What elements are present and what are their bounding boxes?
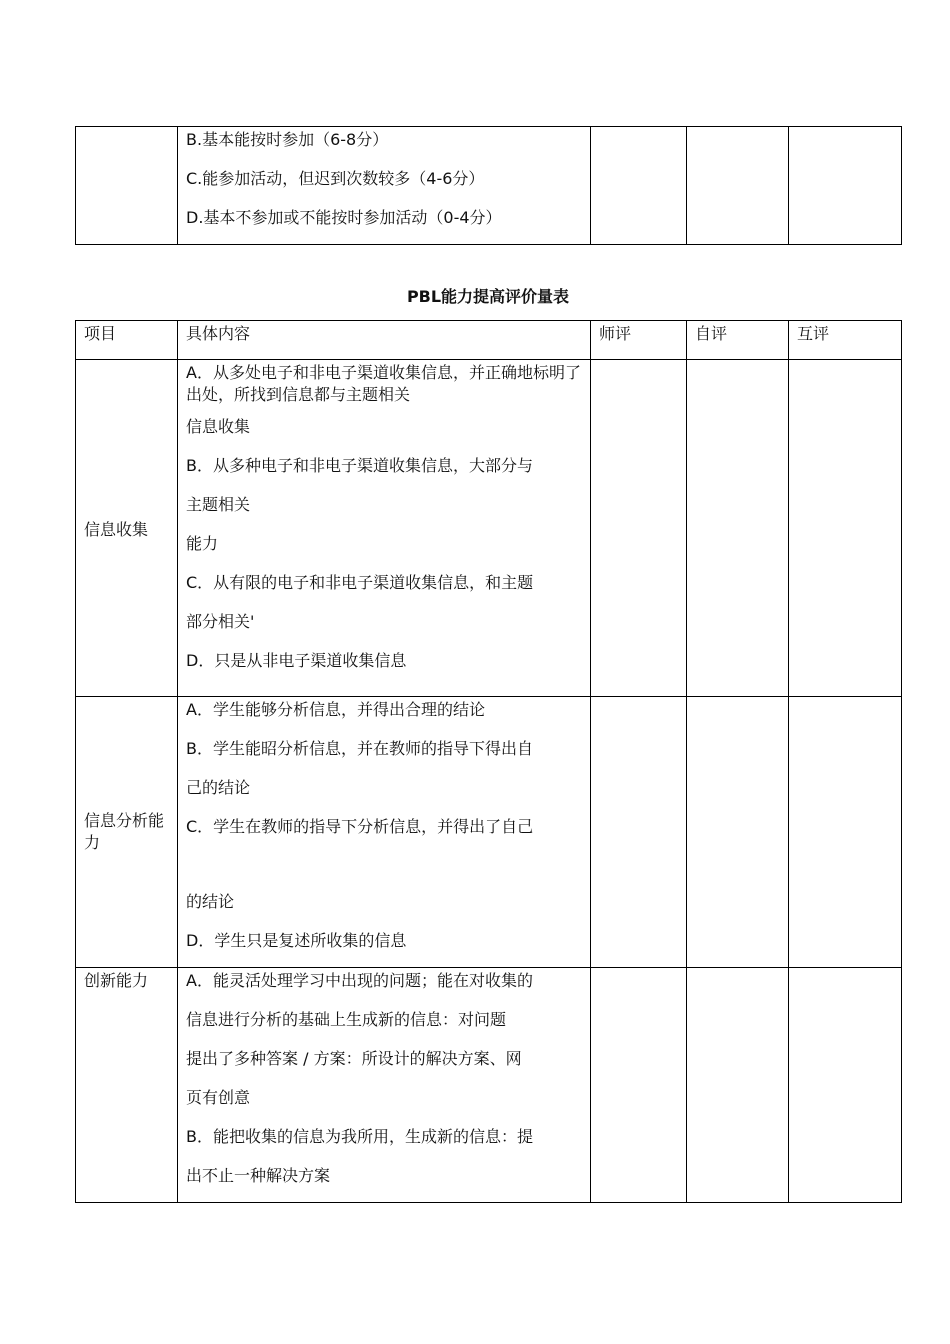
- teacher-score-cell: [591, 127, 687, 245]
- teacher-score-cell: [591, 968, 687, 1203]
- list-item: D.基本不参加或不能按时参加活动（0-4分）: [186, 208, 502, 227]
- list-item: B．学生能昭分析信息，并在教师的指导下得出自: [186, 739, 533, 758]
- content-cell: [178, 360, 591, 697]
- table-row: [76, 360, 902, 697]
- list-item: A．能灵活处理学习中出现的问题；能在对收集的: [186, 971, 533, 990]
- peer-score-cell: [789, 968, 902, 1203]
- header-peer: 互评: [789, 321, 902, 360]
- list-item: 信息收集: [186, 417, 251, 436]
- list-item: A．从多处电子和非电子渠道收集信息，并正确地标明了出处，所找到信息都与主题相关: [186, 363, 581, 404]
- self-score-cell: [687, 127, 789, 245]
- list-item: A．学生能够分析信息，并得出合理的结论: [186, 700, 485, 719]
- list-item: 页有创意: [186, 1088, 251, 1107]
- table-row: [76, 968, 902, 1203]
- peer-score-cell: [789, 697, 902, 968]
- list-item: C．学生在教师的指导下分析信息，并得出了自己: [186, 817, 534, 836]
- content-cell: [178, 697, 591, 968]
- table-row: [76, 697, 902, 968]
- item-cell: [76, 127, 178, 245]
- top-table: [75, 126, 902, 245]
- item-cell: [76, 968, 178, 1203]
- content-cell: [178, 968, 591, 1203]
- self-score-cell: [687, 697, 789, 968]
- table-row: [76, 127, 902, 245]
- list-item: 主题相关: [186, 495, 251, 514]
- self-score-cell: [687, 360, 789, 697]
- list-item: D．只是从非电子渠道收集信息: [186, 651, 407, 670]
- item-label: 信息收集: [84, 519, 149, 539]
- evaluation-table: [75, 320, 902, 1203]
- peer-score-cell: [789, 127, 902, 245]
- list-item: 己的结论: [186, 778, 251, 797]
- teacher-score-cell: [591, 360, 687, 697]
- list-item: 能力: [186, 534, 219, 553]
- table-header-row: [76, 321, 902, 360]
- header-item: 项目: [76, 321, 178, 360]
- header-self: 自评: [687, 321, 789, 360]
- item-cell: [76, 697, 178, 968]
- list-item: B.基本能按时参加（6-8分）: [186, 130, 389, 149]
- list-item: C．从有限的电子和非电子渠道收集信息，和主题: [186, 573, 534, 592]
- teacher-score-cell: [591, 697, 687, 968]
- list-item: 的结论: [186, 892, 235, 911]
- list-item: 部分相关': [186, 612, 255, 631]
- list-item: 信息进行分析的基础上生成新的信息：对问题: [186, 1010, 507, 1029]
- page-title: PBL能力提高评价量表: [406, 287, 570, 306]
- list-item: B．从多种电子和非电子渠道收集信息，大部分与: [186, 456, 533, 475]
- list-item: 出不止一种解决方案: [186, 1166, 331, 1185]
- item-cell: [76, 360, 178, 697]
- header-teacher: 师评: [591, 321, 687, 360]
- header-content: 具体内容: [178, 321, 591, 360]
- list-item: D．学生只是复述所收集的信息: [186, 931, 407, 950]
- item-label: 信息分析能力: [84, 811, 165, 852]
- peer-score-cell: [789, 360, 902, 697]
- list-item: 提出了多种答案 / 方案：所设计的解决方案、网: [186, 1049, 522, 1068]
- list-item: B．能把收集的信息为我所用，生成新的信息：提: [186, 1127, 533, 1146]
- content-cell: [178, 127, 591, 245]
- item-label: 创新能力: [84, 971, 149, 990]
- self-score-cell: [687, 968, 789, 1203]
- list-item: C.能参加活动，但迟到次数较多（4-6分）: [186, 169, 485, 188]
